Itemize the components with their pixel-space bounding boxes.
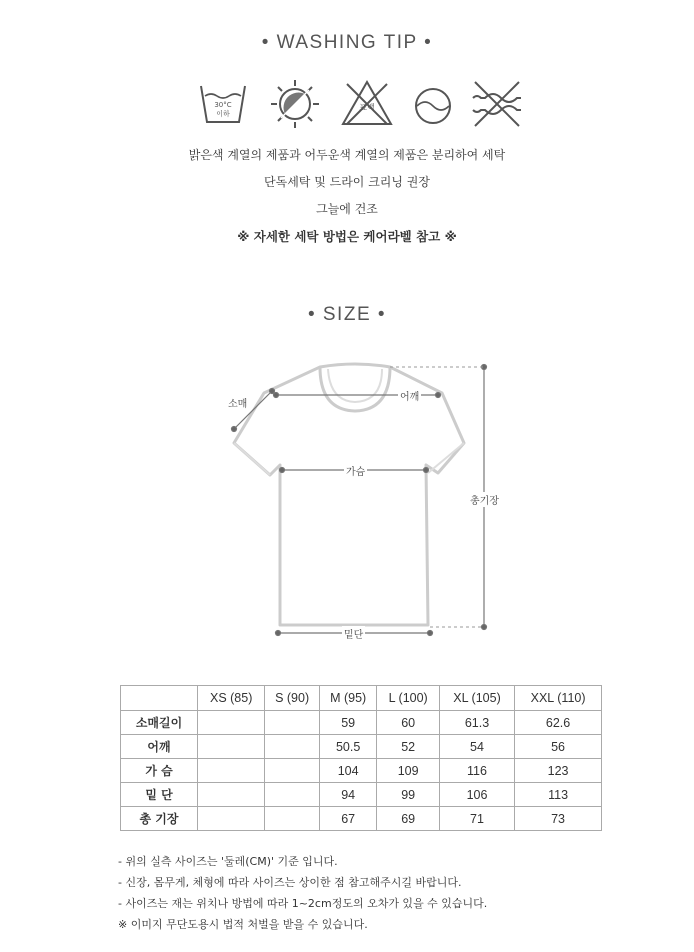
hem-label: 밑단 <box>342 626 365 641</box>
table-cell: 71 <box>439 807 514 831</box>
table-cell <box>198 783 265 807</box>
size-header-cell <box>121 686 198 711</box>
table-cell <box>265 735 319 759</box>
table-row <box>121 711 602 735</box>
tshirt-diagram <box>220 355 500 650</box>
sleeve-label: 소매 <box>226 395 249 410</box>
table-row <box>121 759 602 783</box>
size-header-cell: L (100) <box>377 686 439 711</box>
washing-tip-note: ※ 자세한 세탁 방법은 케어라벨 참고 ※ <box>237 229 457 244</box>
table-cell: 67 <box>319 807 377 831</box>
size-header-cell: XL (105) <box>439 686 514 711</box>
table-row <box>121 735 602 759</box>
table-cell <box>198 711 265 735</box>
table-cell: 94 <box>319 783 377 807</box>
washing-tip-line: 그늘에 건조 <box>316 202 378 216</box>
note-line: - 사이즈는 재는 위치나 방법에 따라 1~2cm정도의 오차가 있을 수 있습니다. <box>118 897 488 910</box>
washing-icons <box>195 76 535 132</box>
table-cell <box>265 807 319 831</box>
table-cell: 123 <box>515 759 602 783</box>
row-label: 밑 단 <box>121 783 198 807</box>
size-header-cell: XXL (110) <box>515 686 602 711</box>
table-cell: 73 <box>515 807 602 831</box>
table-cell: 50.5 <box>319 735 377 759</box>
table-cell: 60 <box>377 711 439 735</box>
note-line: - 위의 실측 사이즈는 '둘레(CM)' 기준 입니다. <box>118 855 338 868</box>
table-cell: 116 <box>439 759 514 783</box>
size-header-cell: M (95) <box>319 686 377 711</box>
note-line: - 신장, 몸무게, 체형에 따라 사이즈는 상이한 점 참고해주시길 바랍니다. <box>118 876 462 889</box>
no-wring-icon <box>469 76 525 132</box>
hand-wash-limit: 이하 <box>216 110 230 118</box>
chest-label: 가슴 <box>344 463 367 478</box>
dry-clean-icon <box>405 76 461 132</box>
table-cell: 106 <box>439 783 514 807</box>
table-cell: 99 <box>377 783 439 807</box>
row-label: 소매길이 <box>121 711 198 735</box>
table-cell: 59 <box>319 711 377 735</box>
length-label: 총기장 <box>468 492 501 507</box>
table-cell: 69 <box>377 807 439 831</box>
table-cell <box>265 759 319 783</box>
no-bleach-icon <box>339 76 395 132</box>
row-label: 어깨 <box>121 735 198 759</box>
tshirt-outline <box>220 355 500 650</box>
table-cell: 56 <box>515 735 602 759</box>
note-line: ※ 이미지 무단도용시 법적 처벌을 받을 수 있습니다. <box>118 918 368 931</box>
table-cell <box>265 711 319 735</box>
size-notes <box>118 851 487 935</box>
washing-tip-title: • WASHING TIP • <box>261 32 433 53</box>
washing-tip-line: 밝은색 계열의 제품과 어두운색 계열의 제품은 분리하여 세탁 <box>188 148 506 162</box>
shoulder-label: 어깨 <box>398 388 421 403</box>
table-row <box>121 783 602 807</box>
table-cell: 104 <box>319 759 377 783</box>
table-cell: 52 <box>377 735 439 759</box>
size-table <box>120 685 602 831</box>
table-cell <box>265 783 319 807</box>
size-table-header <box>121 686 602 711</box>
size-title: • SIZE • <box>307 304 387 325</box>
washing-tip-line: 단독세탁 및 드라이 크리닝 권장 <box>264 175 430 189</box>
row-label: 총 기장 <box>121 807 198 831</box>
no-bleach-text: 표백 <box>359 103 375 112</box>
size-header-cell: S (90) <box>265 686 319 711</box>
washing-instructions <box>0 142 694 250</box>
hand-wash-30-icon <box>195 76 251 132</box>
table-cell: 54 <box>439 735 514 759</box>
table-cell: 113 <box>515 783 602 807</box>
table-cell <box>198 759 265 783</box>
table-row <box>121 807 602 831</box>
size-header-cell: XS (85) <box>198 686 265 711</box>
table-cell <box>198 735 265 759</box>
row-label: 가 슴 <box>121 759 198 783</box>
table-cell <box>198 807 265 831</box>
table-cell: 62.6 <box>515 711 602 735</box>
table-cell: 109 <box>377 759 439 783</box>
hand-wash-temp: 30°C <box>214 101 232 109</box>
no-tumble-dry-icon <box>267 76 323 132</box>
table-cell: 61.3 <box>439 711 514 735</box>
